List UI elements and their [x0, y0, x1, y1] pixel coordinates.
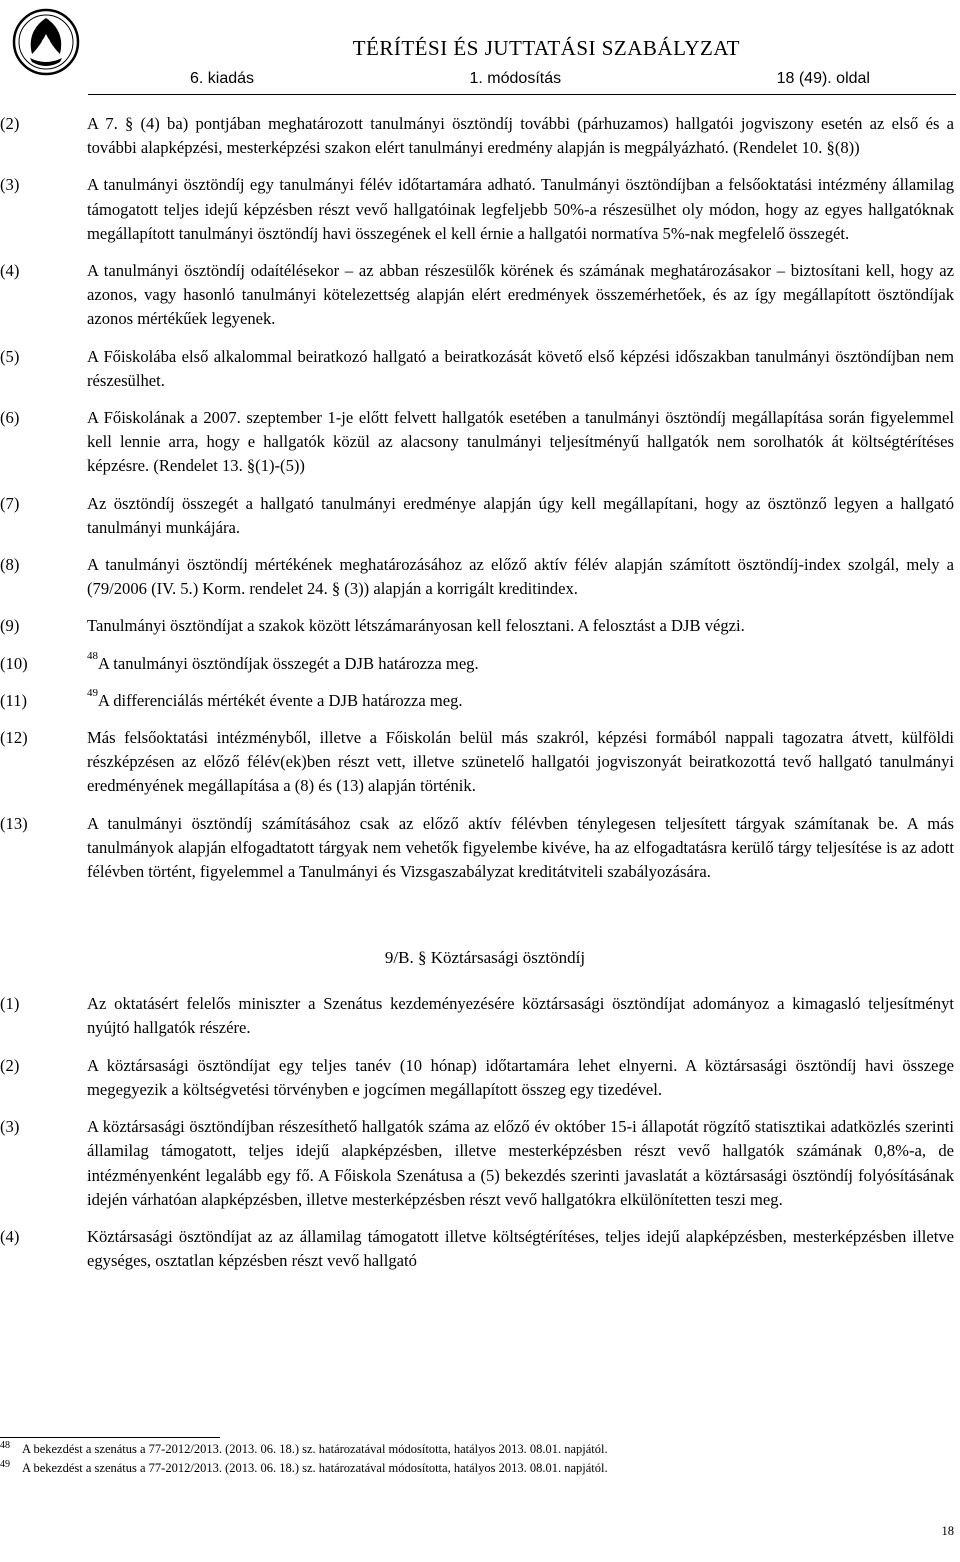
paragraph-number: (4) [0, 261, 20, 281]
footnote-text: A bekezdést a szenátus a 77-2012/2013. (2013. 06. 18.) sz. határozatával módosította, hatályos 2013. 08.01. napjától. [22, 1442, 608, 1456]
paragraph-text: A tanulmányi ösztöndíj egy tanulmányi félév időtartamára adható. Tanulmányi ösztöndíjban a felsőoktatási intézmény államilag támogatott teljes idejű képzésben részt vevő hallgatóinak legfeljebb 50%-a részesülhet oly módon, hogy az egyes hallgatóknak megállapított tanulmányi ösztöndíj havi összegének el kell érnie a hallgatói normatíva 5%-nak megfelelő összegét. [87, 175, 954, 243]
paragraph-number: (2) [0, 114, 20, 133]
paragraph-group-scholarship [0, 112, 960, 884]
header-divider [88, 94, 956, 95]
page-number: 18 [941, 1524, 954, 1538]
footnote-ref[interactable]: 48 [87, 650, 98, 663]
paragraph-text: A tanulmányi ösztöndíj mértékének meghatározásához az előző aktív félév alapján számított ösztöndíj-index szolgál, mely a (79/2006 (IV. 5.) Korm. rendelet 24. § (3)) alapján a korrigált kreditindex. [87, 555, 954, 599]
paragraph [0, 173, 960, 246]
paragraph-text: Az ösztöndíj összegét a hallgató tanulmányi eredménye alapján úgy kell megállapítani, hogy az ösztönző legyen a hallgató tanulmányi munkájára. [87, 493, 954, 537]
paragraph [0, 553, 960, 601]
page-info: 18 (49). oldal [776, 70, 870, 87]
paragraph-text: A Főiskolának a 2007. szeptember 1-je előtt felvett hallgatók esetében a tanulmányi ösztöndíj megállapítása során figyelemmel kell lennie arra, hogy e hallgatók közül az alacsony tanulmányi teljesítményű hallgatók nem sorolhatók át költségtérítéses képzésre. (Rendelet 13. §(1)-(5)) [87, 408, 954, 476]
paragraph [0, 345, 960, 393]
paragraph [0, 1115, 960, 1212]
document-body [0, 112, 960, 1286]
paragraph-text: A Főiskolába első alkalommal beiratkozó hallgató a beiratkozását követő első képzési időszakban tanulmányi ösztöndíjban nem részesülhet. [87, 346, 954, 390]
paragraph-text: A 7. § (4) ba) pontjában meghatározott tanulmányi ösztöndíj további (párhuzamos) hallgatói jogviszony esetén az első és a további alapképzési, mesterképzési szakon elért tanulmányi eredmény alapján is megpályázható. (Rendelet 10. §(8)) [87, 114, 954, 158]
paragraph-number: (10) [0, 653, 28, 673]
paragraph-text: A köztársasági ösztöndíjban részesíthető hallgatók száma az előző év október 15-i állapotát rögzítő statisztikai adatközlés szerinti államilag támogatott, teljes idejű alapképzésben, illetve mesterképzésben részt vevő hallgatók számának 0,8%-a, de intézményenként legalább egy fő. A Főiskola Szenátusa a (5) bekezdés szerinti javaslatát a köztársasági ösztöndíj folyósításának idején várhatóan alapképzésben, illetve mesterképzésben részt vevő hallgatókra elkülönítetten teszi meg. [87, 1117, 954, 1209]
paragraph [0, 259, 960, 332]
section-title: 9/B. § Köztársasági ösztöndíj [384, 948, 586, 968]
footnote-number: 49 [0, 1459, 10, 1470]
paragraph-text: A tanulmányi ösztöndíj odaítélésekor – az abban részesülők körének és számának meghatározásakor – biztosítani kell, hogy az azonos, vagy hasonló tanulmányi kötelezettség alapján elért eredmények összemérhetőek, és az így megállapított ösztöndíjak azonos mértékűek legyenek. [87, 261, 954, 329]
paragraph [0, 112, 960, 160]
paragraph-text: A tanulmányi ösztöndíj számításához csak az előző aktív félévben ténylegesen teljesített tárgyak számítanak be. A más tanulmányok alapján elfogadtatott tárgyak nem vehetők figyelembe kivéve, ha az elfogadtatásra kerülő tárgy teljesítése is az adott félévben történt, figyelemmel a Tanulmányi és Vizsgaszabályzat kreditátviteli szabályozására. [87, 813, 954, 882]
paragraph-number: (6) [0, 408, 20, 428]
paragraph-number: (11) [0, 690, 28, 710]
paragraph-number: (13) [0, 813, 28, 833]
paragraph-text: A tanulmányi ösztöndíjak összegét a DJB határozza meg. [98, 653, 479, 673]
paragraph-text: Más felsőoktatási intézményből, illetve a Főiskolán belül más szakról, képzési formából nappali tagozatra átvett, külföldi részképzésen az előző félév(ek)ben részt vett, illetve szünetelő hallgatói jogviszonyát beiratkozottá tevő hallgató tanulmányi eredményének megállapítása a (8) és (13) alapján történik. [87, 728, 954, 796]
footnote-text: A bekezdést a szenátus a 77-2012/2013. (2013. 06. 18.) sz. határozatával módosította, hatályos 2013. 08.01. napjától. [22, 1461, 608, 1475]
paragraph [0, 812, 960, 885]
paragraph [0, 614, 960, 638]
edition: 6. kiadás [190, 70, 255, 87]
footnote [0, 1440, 960, 1459]
paragraph-text: A köztársasági ösztöndíjat egy teljes tanév (10 hónap) időtartamára lehet elnyerni. A köztársasági ösztöndíj havi összege megegyezik a költségvetési törvényben e jogcímen megállapított összeg egy tizedével. [87, 1055, 954, 1099]
paragraph [0, 406, 960, 479]
paragraph [0, 689, 960, 713]
paragraph-text: Tanulmányi ösztöndíjat a szakok között létszámarányosan kell felosztani. A felosztást a DJB végzi. [87, 616, 745, 636]
document-title: TÉRÍTÉSI ÉS JUTTATÁSI SZABÁLYZAT [352, 36, 740, 60]
paragraph-number: (8) [0, 555, 20, 575]
paragraph-number: (3) [0, 1117, 20, 1137]
paragraph [0, 652, 960, 676]
paragraph [0, 492, 960, 540]
paragraph [0, 1225, 960, 1273]
footnote [0, 1459, 960, 1478]
paragraph-number: (5) [0, 346, 20, 366]
paragraph-number: (12) [0, 728, 28, 748]
paragraph-number: (3) [0, 175, 20, 195]
paragraph-number: (7) [0, 493, 20, 513]
footnote-divider [0, 1437, 220, 1438]
modification: 1. módosítás [469, 70, 562, 87]
paragraph-group-republic-scholarship [0, 992, 960, 1273]
paragraph-number: (1) [0, 994, 20, 1014]
paragraph [0, 726, 960, 799]
footnote-ref[interactable]: 49 [87, 687, 98, 700]
paragraph-number: (9) [0, 616, 20, 636]
footnotes [0, 1437, 960, 1478]
paragraph [0, 1054, 960, 1102]
institution-logo-icon [12, 8, 80, 76]
header-meta [190, 70, 870, 88]
paragraph-text: Az oktatásért felelős miniszter a Szenátus kezdeményezésére köztársasági ösztöndíjat adományoz a kimagasló teljesítményt nyújtó hallgatók részére. [87, 994, 954, 1038]
paragraph-text: Köztársasági ösztöndíjat az az államilag támogatott illetve költségtérítéses, teljes idejű alapképzésben, mesterképzésben illetve egységes, osztatlan képzésben részt vevő hallgató [87, 1226, 954, 1271]
paragraph-number: (4) [0, 1226, 20, 1246]
paragraph [0, 992, 960, 1040]
footnote-number: 48 [0, 1440, 10, 1451]
paragraph-number: (2) [0, 1055, 20, 1075]
paragraph-text: A differenciálás mértékét évente a DJB határozza meg. [98, 690, 463, 710]
